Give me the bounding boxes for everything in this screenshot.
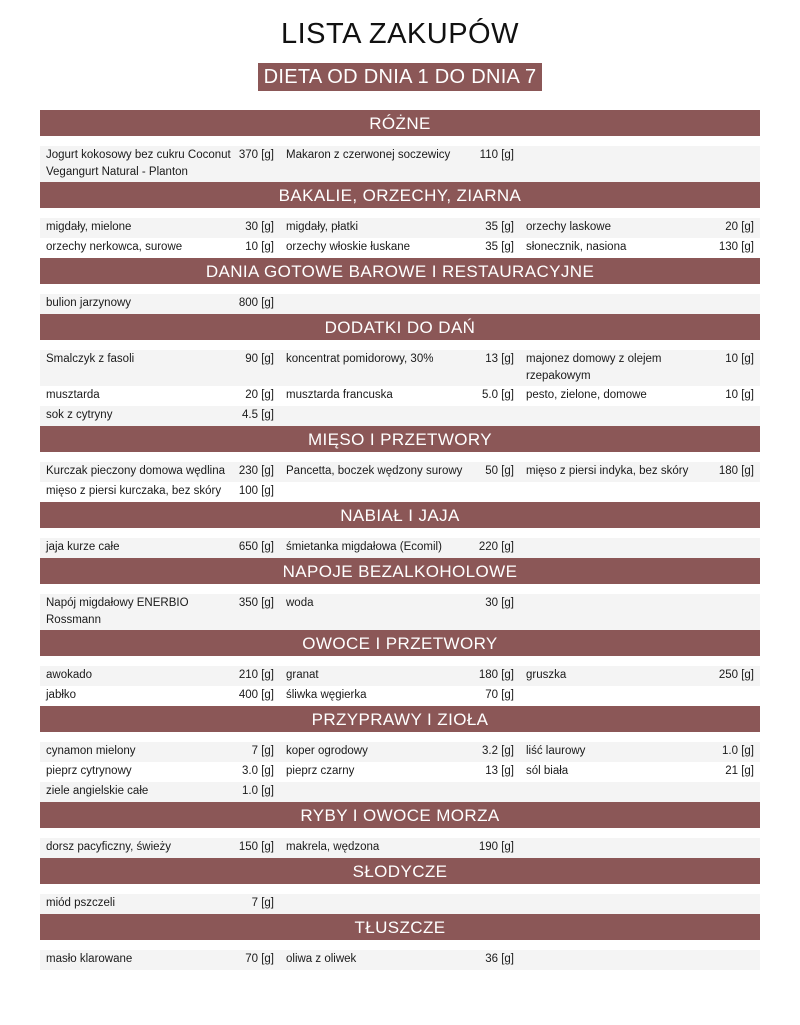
list-item xyxy=(520,742,760,762)
item-name: śliwka węgierka xyxy=(286,689,367,701)
item-quantity: 20 [g] xyxy=(725,221,754,233)
item-name: sok z cytryny xyxy=(46,409,113,421)
category-header: NAPOJE BEZALKOHOLOWE xyxy=(40,558,760,584)
item-name: Jogurt kokosowy bez cukru Coconut Vegangurt Natural - Planton xyxy=(46,149,231,178)
item-name: Makaron z czerwonej soczewicy xyxy=(286,149,451,161)
item-name: granat xyxy=(286,669,319,681)
item-quantity: 50 [g] xyxy=(485,465,514,477)
item-quantity: 110 [g] xyxy=(479,149,514,161)
list-item xyxy=(40,594,280,630)
item-quantity: 350 [g] xyxy=(238,597,274,609)
list-row xyxy=(40,742,760,762)
list-item xyxy=(40,218,280,238)
category-header: OWOCE I PRZETWORY xyxy=(40,630,760,656)
item-name: jaja kurze całe xyxy=(46,541,120,553)
list-item xyxy=(280,386,520,406)
diet-period-subtitle: DIETA OD DNIA 1 DO DNIA 7 xyxy=(258,63,543,91)
category-section xyxy=(40,110,760,182)
category-header: RYBY I OWOCE MORZA xyxy=(40,802,760,828)
category-section xyxy=(40,426,760,502)
category-header: TŁUSZCZE xyxy=(40,914,760,940)
item-quantity: 3.2 [g] xyxy=(482,745,514,757)
list-row xyxy=(40,406,760,426)
category-header: PRZYPRAWY I ZIOŁA xyxy=(40,706,760,732)
item-name: woda xyxy=(286,597,314,609)
item-name: migdały, mielone xyxy=(46,221,132,233)
shopping-list xyxy=(40,110,760,970)
item-quantity: 250 [g] xyxy=(718,669,754,681)
list-item xyxy=(40,538,280,558)
item-quantity: 10 [g] xyxy=(725,353,754,365)
category-section xyxy=(40,914,760,970)
item-name: sól biała xyxy=(526,765,569,777)
list-item xyxy=(280,238,520,258)
category-header: NABIAŁ I JAJA xyxy=(40,502,760,528)
item-quantity: 13 [g] xyxy=(485,765,514,777)
list-row xyxy=(40,894,760,914)
item-name: liść laurowy xyxy=(526,745,586,757)
list-item xyxy=(280,594,520,614)
item-quantity: 190 [g] xyxy=(478,841,514,853)
item-name: awokado xyxy=(46,669,93,681)
list-item xyxy=(520,218,760,238)
item-quantity: 7 [g] xyxy=(251,745,274,757)
list-row xyxy=(40,482,760,502)
item-quantity: 3.0 [g] xyxy=(242,765,274,777)
item-name: ziele angielskie całe xyxy=(46,785,149,797)
item-quantity: 35 [g] xyxy=(485,221,514,233)
item-quantity: 5.0 [g] xyxy=(482,389,514,401)
list-item xyxy=(40,742,280,762)
list-item xyxy=(40,838,280,858)
list-item xyxy=(280,762,520,782)
list-item xyxy=(40,686,280,706)
list-item xyxy=(280,146,520,166)
item-quantity: 1.0 [g] xyxy=(722,745,754,757)
category-section xyxy=(40,558,760,630)
item-name: musztarda francuska xyxy=(286,389,393,401)
list-item xyxy=(280,838,520,858)
item-quantity: 36 [g] xyxy=(485,953,514,965)
item-quantity: 650 [g] xyxy=(238,541,274,553)
category-section xyxy=(40,258,760,314)
list-row xyxy=(40,462,760,482)
subtitle-wrap xyxy=(0,63,800,91)
category-section xyxy=(40,502,760,558)
list-item xyxy=(40,294,280,314)
list-item xyxy=(280,350,520,370)
item-name: bulion jarzynowy xyxy=(46,297,132,309)
list-item xyxy=(280,462,520,482)
list-row xyxy=(40,950,760,970)
item-quantity: 10 [g] xyxy=(725,389,754,401)
page-title: LISTA ZAKUPÓW xyxy=(280,18,519,50)
list-row xyxy=(40,538,760,558)
item-name: oliwa z oliwek xyxy=(286,953,357,965)
list-item xyxy=(520,386,760,406)
item-name: Napój migdałowy ENERBIO Rossmann xyxy=(46,597,189,626)
item-name: pesto, zielone, domowe xyxy=(526,389,647,401)
item-quantity: 35 [g] xyxy=(485,241,514,253)
list-item xyxy=(280,218,520,238)
item-quantity: 30 [g] xyxy=(485,597,514,609)
list-row xyxy=(40,218,760,238)
category-section xyxy=(40,706,760,802)
item-name: migdały, płatki xyxy=(286,221,359,233)
list-item xyxy=(280,742,520,762)
list-item xyxy=(280,538,520,558)
category-header: BAKALIE, ORZECHY, ZIARNA xyxy=(40,182,760,208)
list-item xyxy=(280,686,520,706)
category-section xyxy=(40,802,760,858)
item-quantity: 1.0 [g] xyxy=(242,785,274,797)
item-name: jabłko xyxy=(46,689,77,701)
list-row xyxy=(40,238,760,258)
item-quantity: 20 [g] xyxy=(245,389,274,401)
item-name: orzechy włoskie łuskane xyxy=(286,241,411,253)
item-name: cynamon mielony xyxy=(46,745,136,757)
list-row xyxy=(40,146,760,182)
list-item xyxy=(40,238,280,258)
category-header: RÓŻNE xyxy=(40,110,760,136)
category-section xyxy=(40,858,760,914)
category-header: DANIA GOTOWE BAROWE I RESTAURACYJNE xyxy=(40,258,760,284)
list-item xyxy=(280,950,520,970)
list-row xyxy=(40,386,760,406)
category-header: SŁODYCZE xyxy=(40,858,760,884)
item-quantity: 13 [g] xyxy=(485,353,514,365)
category-section xyxy=(40,314,760,426)
list-item xyxy=(520,350,760,386)
list-item xyxy=(40,462,280,482)
item-quantity: 30 [g] xyxy=(245,221,274,233)
list-item xyxy=(520,238,760,258)
category-header: MIĘSO I PRZETWORY xyxy=(40,426,760,452)
item-quantity: 70 [g] xyxy=(245,953,274,965)
item-quantity: 7 [g] xyxy=(251,897,274,909)
item-quantity: 4.5 [g] xyxy=(242,409,274,421)
list-row xyxy=(40,782,760,802)
item-quantity: 210 [g] xyxy=(238,669,274,681)
list-row xyxy=(40,666,760,686)
item-name: miód pszczeli xyxy=(46,897,116,909)
item-name: Smalczyk z fasoli xyxy=(46,353,135,365)
list-item xyxy=(40,894,280,914)
category-section xyxy=(40,182,760,258)
item-name: śmietanka migdałowa (Ecomil) xyxy=(286,541,442,553)
list-item xyxy=(280,666,520,686)
list-item xyxy=(40,666,280,686)
list-row xyxy=(40,686,760,706)
item-quantity: 150 [g] xyxy=(238,841,274,853)
item-quantity: 180 [g] xyxy=(718,465,754,477)
item-name: makrela, wędzona xyxy=(286,841,380,853)
item-name: koper ogrodowy xyxy=(286,745,368,757)
list-item xyxy=(40,950,280,970)
list-item xyxy=(40,782,280,802)
item-quantity: 70 [g] xyxy=(485,689,514,701)
list-item xyxy=(40,146,280,182)
item-name: słonecznik, nasiona xyxy=(526,241,627,253)
list-item xyxy=(520,462,760,482)
item-name: Pancetta, boczek wędzony surowy xyxy=(286,465,463,477)
item-name: majonez domowy z olejem rzepakowym xyxy=(526,353,662,382)
item-name: dorsz pacyficzny, świeży xyxy=(46,841,172,853)
item-quantity: 90 [g] xyxy=(245,353,274,365)
item-quantity: 220 [g] xyxy=(478,541,514,553)
list-item xyxy=(40,406,280,426)
item-name: orzechy laskowe xyxy=(526,221,612,233)
item-name: mięso z piersi indyka, bez skóry xyxy=(526,465,689,477)
list-item xyxy=(40,762,280,782)
item-name: Kurczak pieczony domowa wędlina xyxy=(46,465,225,477)
list-item xyxy=(40,386,280,406)
item-quantity: 180 [g] xyxy=(478,669,514,681)
item-name: masło klarowane xyxy=(46,953,133,965)
item-name: mięso z piersi kurczaka, bez skóry xyxy=(46,485,222,497)
item-quantity: 21 [g] xyxy=(725,765,754,777)
item-quantity: 400 [g] xyxy=(238,689,274,701)
item-quantity: 10 [g] xyxy=(245,241,274,253)
list-item xyxy=(40,482,280,502)
category-section xyxy=(40,630,760,706)
item-name: orzechy nerkowca, surowe xyxy=(46,241,183,253)
item-quantity: 130 [g] xyxy=(718,241,754,253)
list-row xyxy=(40,594,760,630)
item-quantity: 230 [g] xyxy=(238,465,274,477)
item-name: pieprz cytrynowy xyxy=(46,765,132,777)
list-item xyxy=(520,666,760,686)
item-name: gruszka xyxy=(526,669,567,681)
list-row xyxy=(40,350,760,386)
list-row xyxy=(40,838,760,858)
list-row xyxy=(40,294,760,314)
item-quantity: 100 [g] xyxy=(238,485,274,497)
item-name: koncentrat pomidorowy, 30% xyxy=(286,353,434,365)
item-name: pieprz czarny xyxy=(286,765,355,777)
list-item xyxy=(40,350,280,370)
list-item xyxy=(520,762,760,782)
item-name: musztarda xyxy=(46,389,100,401)
category-header: DODATKI DO DAŃ xyxy=(40,314,760,340)
item-quantity: 370 [g] xyxy=(238,149,274,161)
item-quantity: 800 [g] xyxy=(238,297,274,309)
list-row xyxy=(40,762,760,782)
